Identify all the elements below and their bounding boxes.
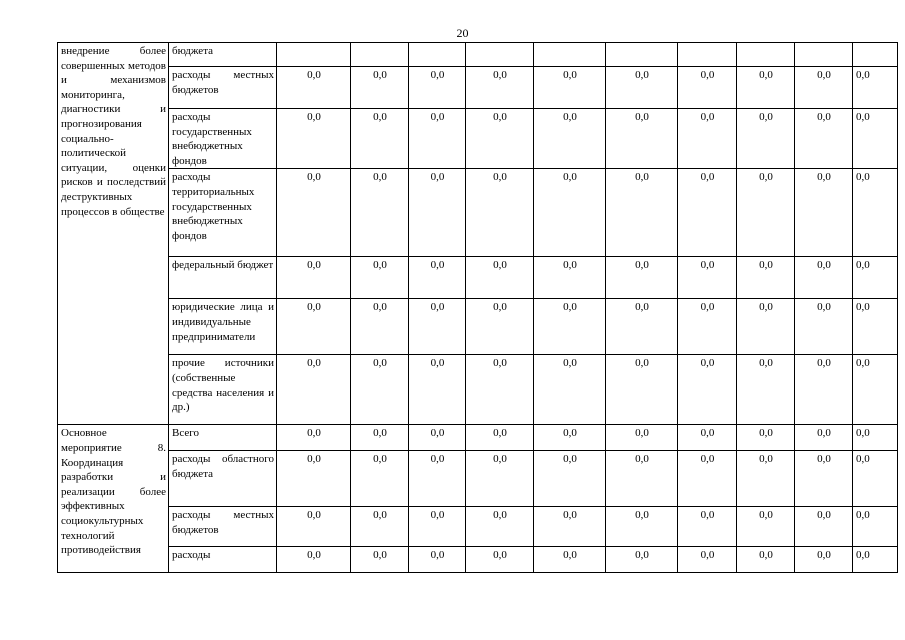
value-cell: 0,0 xyxy=(409,547,466,573)
funding-source-cell: расходы местных бюджетов xyxy=(169,67,277,109)
value-cell: 0,0 xyxy=(737,451,795,507)
value-cell: 0,0 xyxy=(678,257,737,299)
value-cell: 0,0 xyxy=(853,169,898,257)
value-cell: 0,0 xyxy=(466,507,534,547)
value-cell: 0,0 xyxy=(737,257,795,299)
value-cell: 0,0 xyxy=(534,355,606,425)
value-cell: 0,0 xyxy=(277,109,351,169)
value-cell: 0,0 xyxy=(534,169,606,257)
value-cell xyxy=(606,43,678,67)
value-cell: 0,0 xyxy=(466,299,534,355)
activity-cell: внедрение более совершенных методов и механизмов мониторинга, диагностики и прогнозирования социально-политической ситуации, оценки рисков и последствий деструктивных процессов в обществе xyxy=(58,43,169,425)
value-cell: 0,0 xyxy=(534,109,606,169)
value-cell: 0,0 xyxy=(409,169,466,257)
value-cell: 0,0 xyxy=(466,169,534,257)
table-row xyxy=(58,547,898,573)
value-cell: 0,0 xyxy=(351,299,409,355)
value-cell: 0,0 xyxy=(606,257,678,299)
table-row xyxy=(58,451,898,507)
value-cell: 0,0 xyxy=(606,425,678,451)
value-cell: 0,0 xyxy=(409,451,466,507)
value-cell: 0,0 xyxy=(277,299,351,355)
value-cell xyxy=(795,43,853,67)
value-cell: 0,0 xyxy=(737,169,795,257)
table-row xyxy=(58,299,898,355)
value-cell: 0,0 xyxy=(606,67,678,109)
activity-cell: Основное мероприятие 8. Координация разработки и реализации более эффективных социокультурных технологий противодействия xyxy=(58,425,169,573)
table-row xyxy=(58,425,898,451)
value-cell xyxy=(534,43,606,67)
value-cell: 0,0 xyxy=(678,507,737,547)
value-cell xyxy=(409,43,466,67)
value-cell: 0,0 xyxy=(795,451,853,507)
value-cell: 0,0 xyxy=(795,547,853,573)
value-cell: 0,0 xyxy=(409,355,466,425)
value-cell: 0,0 xyxy=(409,257,466,299)
value-cell: 0,0 xyxy=(853,109,898,169)
funding-source-cell: Всего xyxy=(169,425,277,451)
funding-source-cell: расходы местных бюджетов xyxy=(169,507,277,547)
value-cell: 0,0 xyxy=(795,299,853,355)
value-cell xyxy=(277,43,351,67)
table-row xyxy=(58,43,898,67)
value-cell xyxy=(737,43,795,67)
value-cell: 0,0 xyxy=(795,169,853,257)
funding-source-cell: юридические лица и индивидуальные предприниматели xyxy=(169,299,277,355)
value-cell: 0,0 xyxy=(409,425,466,451)
value-cell: 0,0 xyxy=(277,257,351,299)
value-cell: 0,0 xyxy=(277,169,351,257)
value-cell: 0,0 xyxy=(737,67,795,109)
value-cell: 0,0 xyxy=(606,451,678,507)
value-cell: 0,0 xyxy=(795,355,853,425)
value-cell: 0,0 xyxy=(277,451,351,507)
value-cell: 0,0 xyxy=(466,425,534,451)
value-cell: 0,0 xyxy=(853,507,898,547)
funding-source-cell: расходы государственных внебюджетных фондов xyxy=(169,109,277,169)
page-number: 20 xyxy=(456,26,469,40)
value-cell: 0,0 xyxy=(534,299,606,355)
value-cell: 0,0 xyxy=(534,425,606,451)
value-cell xyxy=(853,43,898,67)
value-cell: 0,0 xyxy=(737,355,795,425)
value-cell: 0,0 xyxy=(606,109,678,169)
value-cell: 0,0 xyxy=(466,451,534,507)
value-cell: 0,0 xyxy=(853,425,898,451)
funding-source-cell: прочие источники (собственные средства населения и др.) xyxy=(169,355,277,425)
value-cell: 0,0 xyxy=(277,355,351,425)
value-cell: 0,0 xyxy=(795,507,853,547)
value-cell: 0,0 xyxy=(351,67,409,109)
funding-source-cell: расходы территориальных государственных внебюджетных фондов xyxy=(169,169,277,257)
value-cell: 0,0 xyxy=(351,425,409,451)
value-cell: 0,0 xyxy=(466,355,534,425)
value-cell: 0,0 xyxy=(678,451,737,507)
value-cell: 0,0 xyxy=(606,355,678,425)
value-cell: 0,0 xyxy=(351,109,409,169)
value-cell: 0,0 xyxy=(466,67,534,109)
value-cell: 0,0 xyxy=(409,507,466,547)
value-cell: 0,0 xyxy=(351,169,409,257)
value-cell: 0,0 xyxy=(678,169,737,257)
value-cell: 0,0 xyxy=(351,507,409,547)
value-cell: 0,0 xyxy=(678,299,737,355)
value-cell: 0,0 xyxy=(534,67,606,109)
value-cell xyxy=(678,43,737,67)
table-row xyxy=(58,355,898,425)
value-cell: 0,0 xyxy=(678,355,737,425)
value-cell: 0,0 xyxy=(606,299,678,355)
funding-source-cell: расходы областного бюджета xyxy=(169,451,277,507)
value-cell: 0,0 xyxy=(409,109,466,169)
value-cell: 0,0 xyxy=(534,257,606,299)
funding-source-cell: федеральный бюджет xyxy=(169,257,277,299)
value-cell: 0,0 xyxy=(534,547,606,573)
value-cell: 0,0 xyxy=(351,451,409,507)
value-cell: 0,0 xyxy=(466,109,534,169)
value-cell: 0,0 xyxy=(606,547,678,573)
value-cell: 0,0 xyxy=(795,257,853,299)
table-body xyxy=(58,43,898,573)
value-cell: 0,0 xyxy=(853,299,898,355)
value-cell: 0,0 xyxy=(737,109,795,169)
value-cell xyxy=(466,43,534,67)
value-cell: 0,0 xyxy=(606,169,678,257)
value-cell: 0,0 xyxy=(853,451,898,507)
value-cell xyxy=(351,43,409,67)
funding-table xyxy=(57,42,898,573)
value-cell: 0,0 xyxy=(795,109,853,169)
funding-source-cell: расходы xyxy=(169,547,277,573)
table-row xyxy=(58,169,898,257)
value-cell: 0,0 xyxy=(277,547,351,573)
value-cell: 0,0 xyxy=(795,67,853,109)
value-cell: 0,0 xyxy=(853,67,898,109)
value-cell: 0,0 xyxy=(534,451,606,507)
value-cell: 0,0 xyxy=(853,355,898,425)
value-cell: 0,0 xyxy=(277,67,351,109)
value-cell: 0,0 xyxy=(737,299,795,355)
table-row xyxy=(58,257,898,299)
value-cell: 0,0 xyxy=(678,425,737,451)
value-cell: 0,0 xyxy=(678,67,737,109)
table-row xyxy=(58,109,898,169)
value-cell: 0,0 xyxy=(409,67,466,109)
value-cell: 0,0 xyxy=(853,257,898,299)
value-cell: 0,0 xyxy=(853,547,898,573)
value-cell: 0,0 xyxy=(678,109,737,169)
funding-source-cell: бюджета xyxy=(169,43,277,67)
value-cell: 0,0 xyxy=(737,547,795,573)
value-cell: 0,0 xyxy=(351,547,409,573)
value-cell: 0,0 xyxy=(466,257,534,299)
value-cell: 0,0 xyxy=(466,547,534,573)
value-cell: 0,0 xyxy=(277,425,351,451)
table-row xyxy=(58,67,898,109)
value-cell: 0,0 xyxy=(795,425,853,451)
value-cell: 0,0 xyxy=(678,547,737,573)
value-cell: 0,0 xyxy=(606,507,678,547)
value-cell: 0,0 xyxy=(351,355,409,425)
value-cell: 0,0 xyxy=(409,299,466,355)
value-cell: 0,0 xyxy=(737,425,795,451)
table-row xyxy=(58,507,898,547)
value-cell: 0,0 xyxy=(351,257,409,299)
value-cell: 0,0 xyxy=(737,507,795,547)
value-cell: 0,0 xyxy=(277,507,351,547)
value-cell: 0,0 xyxy=(534,507,606,547)
